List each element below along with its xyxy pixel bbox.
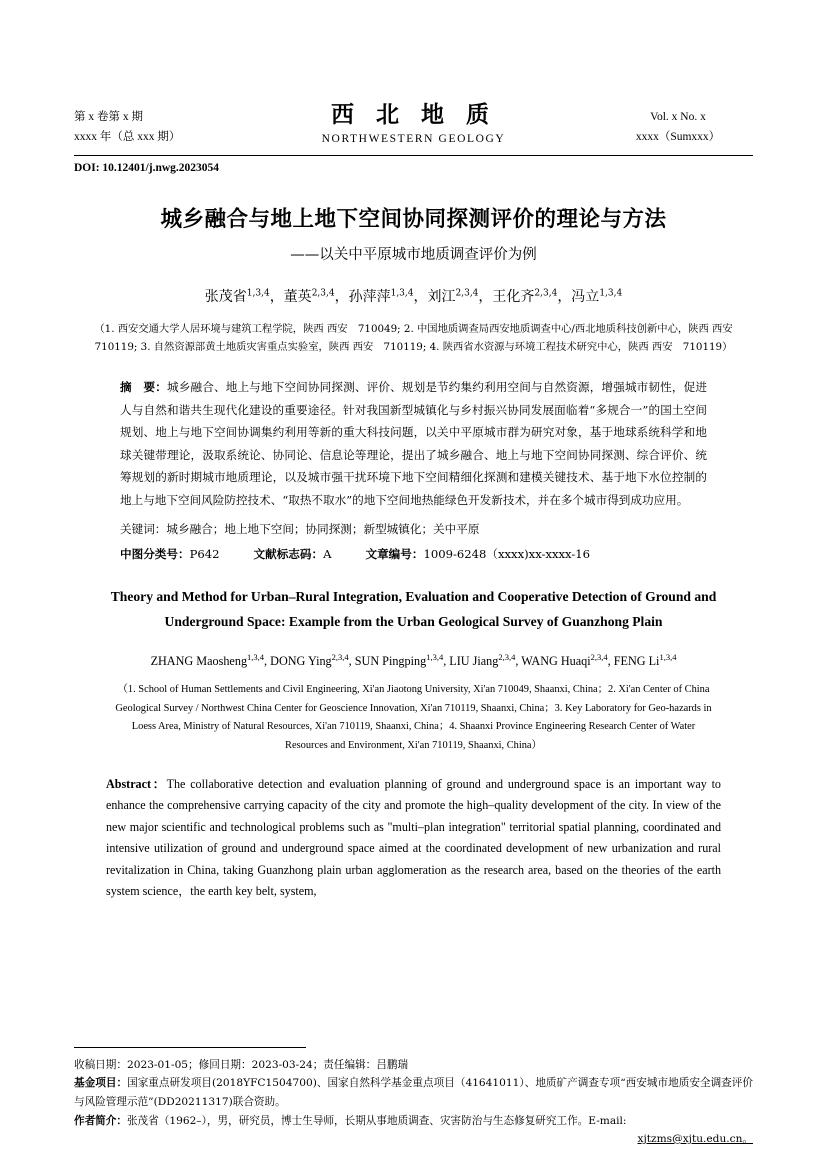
doi-text: DOI: 10.12401/j.nwg.2023054 bbox=[74, 162, 220, 174]
page-title-en: Theory and Method for Urban–Rural Integration, Evaluation and Cooperative Detection of Ground and Underground Space: Example from the Urban Geological Survey of Guanzhong Plain bbox=[110, 588, 717, 629]
masthead-journal-title bbox=[224, 96, 603, 147]
affiliation-en: （1. School of Human Settlements and Civil Engineering, Xi'an Jiaotong University, Xi'an 710049, Shaanxi, China；2. Xi'an Center of China Geological Survey / Northwest China Center for Geoscience Innovation, Xi'an 710119, Shaanxi, China；3. Key Laboratory for Geo-hazards in Loess Area, Ministry of Natural Resources, Xi'an 710119, Shaanxi, China；4. Shaanxi Province Engineering Research Center of Water Resources and Environment, Xi'an 710119, Shaanxi, China） bbox=[115, 683, 712, 752]
masthead-year-cn: xxxx 年（总 xxx 期） bbox=[74, 130, 181, 143]
keywords-cn-label: 关键词： bbox=[120, 521, 167, 536]
article-number-label: 文章编号： bbox=[365, 546, 424, 561]
journal-title-cn: 西 北 地 质 bbox=[330, 101, 497, 128]
footnote-funding-text: 国家重点研发项目(2018YFC1504700)、国家自然科学基金重点项目（41641011）、地质矿产调查专项“西安城市地质安全调查评价与风险管理示范”(DD20211317)联合资助。 bbox=[74, 1077, 754, 1109]
masthead-issue-en: xxxx（Sumxxx） bbox=[635, 130, 721, 143]
clc-label: 中图分类号： bbox=[120, 546, 190, 561]
clc-value: P642 bbox=[189, 546, 220, 561]
clc-number bbox=[120, 546, 220, 562]
article-number bbox=[365, 546, 590, 562]
keywords-cn-text: 城乡融合；地上地下空间；协同探测；新型城镇化；关中平原 bbox=[166, 521, 480, 536]
authors-cn: 张茂省$^{1,3,4}$，董英$^{2,3,4}$，孙萍萍$^{1,3,4}$，刘江$^{2,3,4}$，王化齐$^{2,3,4}$，冯立$^{1,3,4}$ bbox=[204, 288, 623, 305]
article-number-value: 1009-6248（xxxx)xx-xxxx-16 bbox=[423, 546, 591, 561]
abstract-en-label: Abstract： bbox=[106, 776, 167, 791]
abstract-en bbox=[106, 774, 721, 903]
footnote-funding-label: 基金项目： bbox=[74, 1077, 128, 1090]
abstract-en-text: The collaborative detection and evaluation planning of ground and underground space is an important way to enhance the comprehensive carrying capacity of the city and promote the high–quality development of the city. In view of the new major scientific and technological problems such as "multi–plan integration" territorial spatial planning, coordinated and intensive utilization of ground and underground space aimed at the coordinated development of new urbanization and rural revitalization in China, taking Guanzhong plain urban agglomeration as the research area, based on the theories of the earth system science，the earth key belt, system, bbox=[106, 776, 721, 899]
affiliation-cn: （1. 西安交通大学人居环境与建筑工程学院，陕西 西安 710049; 2. 中国地质调查局西安地质调查中心/西北地质科技创新中心，陕西 西安 710119; 3. 自然资源部黄土地质灾害重点实验室，陕西 西安 710119; 4. 陕西省水资源与环境工程技术研究中心，陕西 西安 710119） bbox=[94, 323, 743, 354]
abstract-cn bbox=[120, 376, 707, 512]
masthead-volume-block-en bbox=[603, 107, 753, 147]
footnote-bio-label: 作者简介： bbox=[74, 1115, 127, 1128]
footnotes bbox=[74, 1047, 753, 1146]
classification-row bbox=[120, 546, 707, 562]
footnote-divider bbox=[74, 1047, 306, 1048]
masthead-volume-cn: 第 x 卷第 x 期 bbox=[74, 110, 143, 123]
keywords-cn bbox=[120, 518, 707, 540]
footnote-email[interactable] bbox=[74, 1131, 753, 1146]
masthead-volume-block bbox=[74, 107, 224, 147]
masthead bbox=[74, 96, 753, 153]
footnote-bio-text: 张茂省（1962–），男，研究员，博士生导师，长期从事地质调查、灾害防治与生态修复研究工作。E-mail: bbox=[126, 1115, 627, 1128]
document-code-label: 文献标志码： bbox=[253, 546, 324, 561]
footnote-funding bbox=[74, 1074, 753, 1112]
page-title: 城乡融合与地上地下空间协同探测评价的理论与方法 bbox=[160, 207, 667, 232]
footnote-bio bbox=[74, 1112, 753, 1131]
footnote-email-link[interactable]: xjtzms@xjtu.edu.cn。 bbox=[637, 1133, 753, 1145]
footnote-dates: 收稿日期：2023-01-05；修回日期：2023-03-24；责任编辑：吕鹏瑞 bbox=[74, 1058, 409, 1071]
masthead-divider bbox=[74, 155, 753, 156]
document-code bbox=[254, 546, 332, 562]
authors-en: ZHANG Maosheng$^{1,3,4}$, DONG Ying$^{2,3,4}$, SUN Pingping$^{1,3,4}$, LIU Jiang$^{2,3,4}$, WANG Huaqi$^{2,3,4}$, FENG Li$^{1,3,4}$ bbox=[150, 651, 677, 668]
abstract-cn-text: 城乡融合、地上与地下空间协同探测、评价、规划是节约集约利用空间与自然资源，增强城市韧性，促进人与自然和谐共生现代化建设的重要途径。针对我国新型城镇化与乡村振兴协同发展面临着“多规合一”的国土空间规划、地上与地下空间协调集约利用等新的重大科技问题，以关中平原城市群为研究对象，基于地球系统科学和地球关键带理论，汲取系统论、协同论、信息论等理论，提出了城乡融合、地上与地下空间协同探测、综合评价、统筹规划的新时期城市地质理论，以及城市强干扰环境下地下空间精细化探测和建模关键技术、基于地下水位控制的地上与地下空间风险防控技术、“取热不取水”的地下空间地热能绿色开发新技术，并在多个城市得到成功应用。 bbox=[120, 380, 707, 507]
masthead-volume-en: Vol. x No. x bbox=[650, 110, 706, 123]
document-code-value: A bbox=[323, 546, 332, 561]
abstract-cn-label: 摘 要： bbox=[120, 380, 167, 395]
journal-title-en: NORTHWESTERN GEOLOGY bbox=[321, 133, 506, 145]
page-subtitle: ——以关中平原城市地质调查评价为例 bbox=[290, 247, 537, 263]
